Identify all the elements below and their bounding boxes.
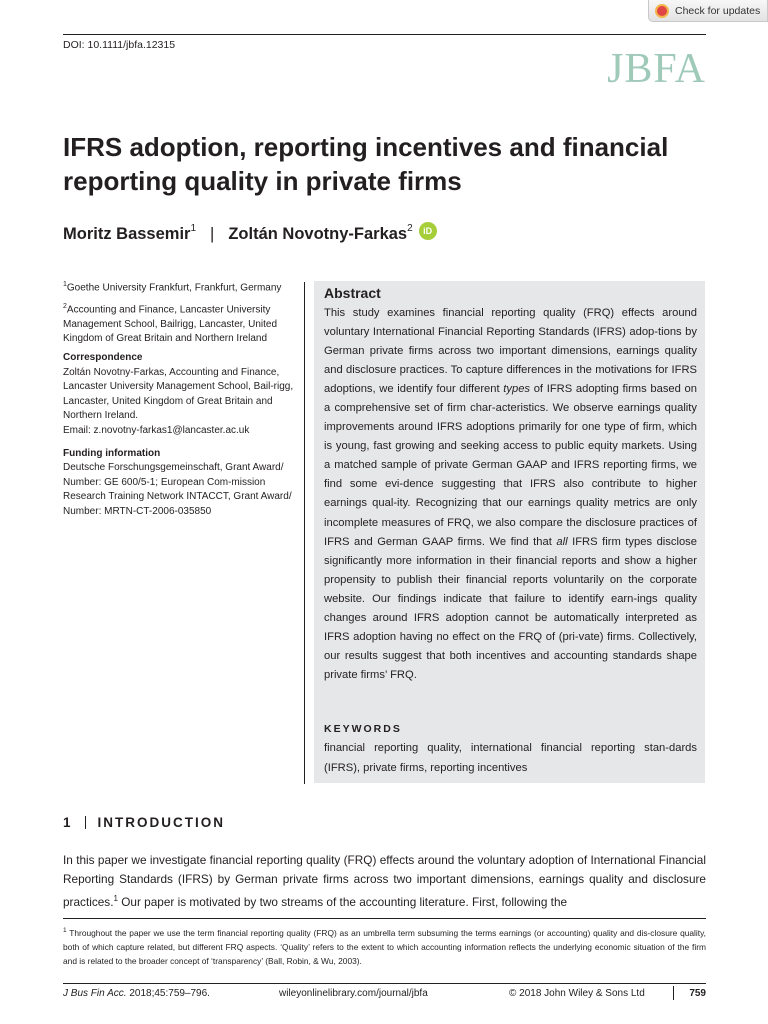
check-updates-label: Check for updates xyxy=(675,4,761,17)
article-title: IFRS adoption, reporting incentives and financial reporting quality in private firms xyxy=(63,132,669,196)
affiliation-marker: 2 xyxy=(407,223,413,234)
abstract-text-part: This study examines financial reporting quality (FRQ) effects around voluntary International Financial Reporting Standards (IFRS) adop-tions by German private firms across two important dimensions, earnings quality and disclosure practices. To capture differences in the motivations for IFRS adoptions, we identify four different xyxy=(324,307,697,396)
affiliation-marker: 1 xyxy=(190,223,197,234)
footer-separator xyxy=(673,986,674,1000)
affiliation-1 xyxy=(63,278,299,296)
affiliation-text: Accounting and Finance, Lancaster University Management School, Bailrigg, Lancaster, United Kingdom of Great Britain and Northern Ireland xyxy=(63,304,278,345)
paragraph-text: In this paper we investigate financial reporting quality (FRQ) effects around the voluntary adoption of International Financial Reporting Standards (IFRS) by German private firms across two important dimensions, earnings quality and disclosure practices. xyxy=(63,853,706,910)
orcid-icon[interactable]: iD xyxy=(419,222,437,240)
footer-copyright: © 2018 John Wiley & Sons Ltd xyxy=(509,988,645,999)
journal-abbrev: J Bus Fin Acc. xyxy=(63,988,127,999)
footnote-number: 1 xyxy=(63,927,67,934)
check-updates-icon xyxy=(655,4,669,18)
footer-rule xyxy=(63,983,706,984)
footnote-text: Throughout the paper we use the term financial reporting quality (FRQ) as an umbrella term subsuming the terms earnings (or accounting) quality and dis-closure quality, both of which capture related, but different FRQ aspects. ‘Quality’ refers to the extent to which accounting information reflects the underlying economic situation of the firm and is related to the broader concept of ‘transparency’ (Ball, Robin, & Wu, 2003). xyxy=(63,927,706,966)
section-title: INTRODUCTION xyxy=(97,815,226,830)
correspondence-email[interactable]: Email: z.novotny-farkas1@lancaster.ac.uk xyxy=(63,425,250,436)
journal-logo: JBFA xyxy=(607,46,706,92)
funding-text: Deutsche Forschungsgemeinschaft, Grant Award/ Number: GE 600/5-1; European Com-mission Research Training Network INTACCT, Grant Award/ Number: MRTN-CT-2006-035850 xyxy=(63,462,292,517)
page-footer xyxy=(63,988,706,1002)
footnote xyxy=(63,924,706,968)
author-name[interactable]: Zoltán Novotny-Farkas xyxy=(228,225,408,243)
citation-details: 2018;45:759–796. xyxy=(126,988,210,999)
sidebar-divider xyxy=(304,282,305,784)
author-list xyxy=(63,225,437,244)
check-for-updates-button[interactable] xyxy=(648,0,768,22)
keywords-text: financial reporting quality, international financial reporting stan-dards (IFRS), private firms, reporting incentives xyxy=(324,742,697,774)
affiliation-number: 2 xyxy=(63,302,67,310)
keywords-heading: KEYWORDS xyxy=(324,723,402,735)
author-name[interactable]: Moritz Bassemir xyxy=(63,225,191,243)
footnote-reference[interactable]: 1 xyxy=(113,894,118,904)
footnote-rule xyxy=(63,918,706,919)
affiliation-text: Goethe University Frankfurt, Frankfurt, Germany xyxy=(66,282,282,294)
abstract-text xyxy=(324,304,697,685)
author-separator: | xyxy=(210,225,215,243)
page-number: 759 xyxy=(689,988,706,999)
doi[interactable]: DOI: 10.1111/jbfa.12315 xyxy=(63,39,176,51)
funding-heading: Funding information xyxy=(63,447,161,459)
section-number: 1 xyxy=(63,815,73,830)
footer-citation xyxy=(63,988,210,999)
abstract-emphasis: all xyxy=(556,535,568,548)
correspondence-text: Zoltán Novotny-Farkas, Accounting and Finance, Lancaster University Management School, Bail-rigg, Lancaster, United Kingdom of Great Britain and Northern Ireland. xyxy=(63,366,294,422)
header-rule xyxy=(63,34,706,35)
article-sidebar xyxy=(63,278,299,524)
abstract-emphasis: types xyxy=(503,383,531,396)
correspondence-heading: Correspondence xyxy=(63,352,143,364)
abstract-text-part: IFRS firm types disclose significantly more information in their financial reports and show a higher propensity to publish their financial reports voluntarily on the corporate website. Our findings indicate that failure to identify earn-ings quality changes around IFRS adoption cannot be automatically interpreted as IFRS adoption having no effect on the FRQ of (pri-vate) firms. Collectively, our results suggest that both incentives and accounting standards shape private firms’ FRQ. xyxy=(324,535,697,681)
introduction-paragraph xyxy=(63,851,706,913)
abstract-heading: Abstract xyxy=(324,285,381,301)
affiliation-number: 1 xyxy=(63,281,67,288)
footer-website-link[interactable]: wileyonlinelibrary.com/journal/jbfa xyxy=(279,988,428,999)
paragraph-text: Our paper is motivated by two streams of the accounting literature. First, following the xyxy=(117,895,568,910)
section-heading-introduction xyxy=(63,815,225,830)
abstract-text-part: of IFRS adopting firms based on a comprehensive set of firm char-acteristics. We observe earnings quality improvements around IFRS adoptions primarily for one type of firm, which is young, fast growing and seeking access to public equity markets. Using a matched sample of private German GAAP and IFRS reporting firms, we find some evi-dence suggesting that IFRS also contribute to higher earnings qual-ity. Recognizing that our earnings quality metrics are only incomplete measures of FRQ, we also compare the disclosure practices of IFRS and German GAAP firms. We find that xyxy=(324,383,698,548)
section-separator xyxy=(85,816,86,829)
affiliation-2 xyxy=(63,300,299,347)
